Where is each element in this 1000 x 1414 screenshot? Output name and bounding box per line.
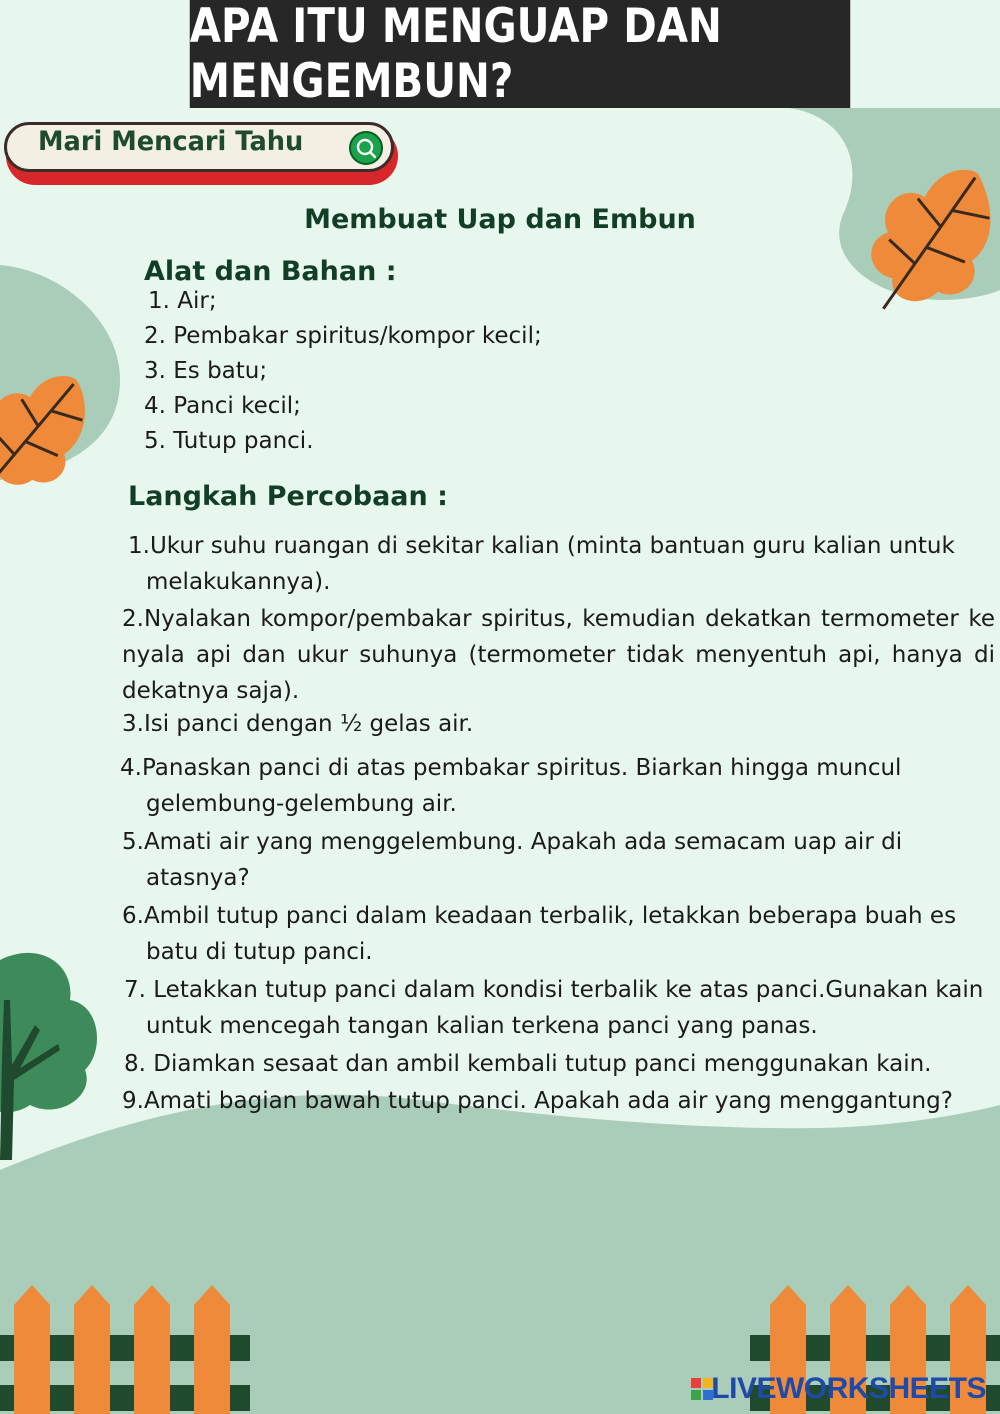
liveworksheets-logo-icon (691, 1378, 713, 1400)
step-item: 9.Amati bagian bawah tutup panci. Apakah ada air yang menggantung? (122, 1088, 953, 1114)
materials-item: 5. Tutup panci. (144, 428, 314, 454)
step-item: 8. Diamkan sesaat dan ambil kembali tutup panci menggunakan kain. (124, 1051, 932, 1077)
section-subtitle: Membuat Uap dan Embun (304, 204, 696, 235)
materials-item: 1. Air; (148, 288, 217, 314)
materials-item: 2. Pembakar spiritus/kompor kecil; (144, 323, 542, 349)
materials-item: 3. Es batu; (144, 358, 268, 384)
step-item: 4.Panaskan panci di atas pembakar spiritus. Biarkan hingga muncul gelembung-gelembung air. (120, 755, 902, 817)
step-item: 3.Isi panci dengan ½ gelas air. (122, 711, 474, 737)
step-item: 7. Letakkan tutup panci dalam kondisi terbalik ke atas panci.Gunakan kain untuk mencegah tangan kalian terkena panci yang panas. (124, 977, 984, 1039)
step-item: 2.Nyalakan kompor/pembakar spiritus, kemudian dekatkan termometer ke nyala api dan ukur suhunya (termometer tidak menyentuh api, hanya di dekatnya saja). (122, 606, 995, 704)
step-item: 6.Ambil tutup panci dalam keadaan terbalik, letakkan beberapa buah es batu di tutup panci. (122, 903, 957, 965)
search-icon (349, 131, 383, 165)
liveworksheets-logo[interactable]: LIVEWORKSHEETS (711, 1372, 986, 1405)
tag-label: Mari Mencari Tahu (38, 126, 304, 157)
tree-illustration (0, 953, 97, 1160)
materials-item: 4. Panci kecil; (144, 393, 301, 419)
materials-heading: Alat dan Bahan : (144, 256, 397, 287)
step-item: 5.Amati air yang menggelembung. Apakah ada semacam uap air di atasnya? (122, 829, 903, 891)
page-title: APA ITU MENGUAP DAN MENGEMBUN? (190, 0, 850, 108)
steps-heading: Langkah Percobaan : (128, 481, 448, 512)
step-item: 1.Ukur suhu ruangan di sekitar kalian (minta bantuan guru kalian untuk melakukannya). (128, 533, 955, 595)
